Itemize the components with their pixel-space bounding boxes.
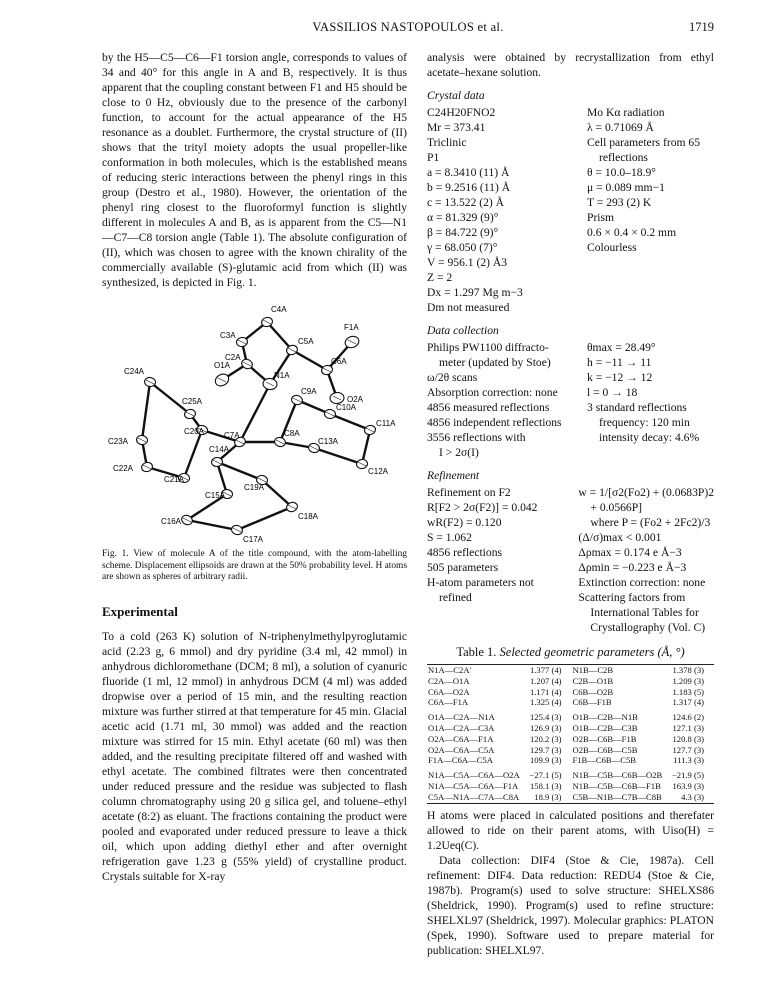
- atom-label: C8A: [284, 429, 300, 438]
- data-line: θ = 10.0–18.9°: [587, 166, 656, 179]
- atom-c24a: [124, 367, 156, 387]
- table-row: [427, 665, 714, 676]
- table-cell: 125.4 (3): [529, 712, 562, 723]
- bond: [314, 448, 362, 464]
- data-line: (Δ/σ)max < 0.001: [578, 531, 662, 544]
- atom-c18a: [285, 501, 318, 521]
- left-column: [102, 50, 407, 884]
- atom-label: C24A: [124, 367, 145, 376]
- data-line: Colourless: [587, 241, 637, 254]
- data-line: Mr = 373.41: [427, 121, 486, 134]
- table-cell: 126.9 (3): [529, 722, 562, 733]
- atom-c12a: [356, 459, 389, 476]
- table-row: [427, 734, 714, 745]
- table-cell: 1.377 (4): [529, 665, 562, 675]
- atom-label: C11A: [376, 419, 396, 428]
- atom-c21a: [164, 473, 190, 484]
- bond: [187, 520, 237, 530]
- table-prefix: Table 1.: [456, 645, 497, 659]
- crystal-data-left: [427, 105, 587, 315]
- bond: [237, 507, 292, 530]
- bond: [184, 430, 202, 478]
- data-line: T = 293 (2) K: [587, 196, 652, 209]
- intro-paragraph: by the H5—C5—C6—F1 torsion angle, corresponds to values of 34 and 40° for this angle in A and B, respectively. It is thus apparent that the coupling constant between F1 and H5 should be close to 0 Hz, obviously due to the presence of the carbonyl function, to account for the actual appearance of the H5 resonance as a doublet. Furthermore, the crystal structure of (II) shows that the trityl moiety adopts the usual propeller-like conformation in both molecules, which is the established means of reducing steric interactions between the phenyl rings in this group (Destro et al., 1980). However, the orientation of the phenyl ring closest to the fluoroformyl function is slightly different in molecules A and B, as is apparent from the C5—N1—C7—C8 torsion angle (Table 1). The absolute configuration of (II), which was chosen to agree with the known chirality of the commercially available (S)-glutamic acid from which (II) was synthesized, is depicted in Fig. 1.: [102, 51, 407, 289]
- atom-c10a: [324, 403, 357, 419]
- running-header: [102, 20, 714, 36]
- bond: [330, 414, 370, 430]
- atom-c3a: [220, 331, 248, 347]
- data-line: Cell parameters from 65: [587, 136, 700, 149]
- atom-c23a: [108, 435, 148, 446]
- data-collection-heading: Data collection: [427, 324, 499, 337]
- data-line: λ = 0.71069 Å: [587, 121, 654, 134]
- atom-label: O2A: [347, 395, 364, 404]
- refinement-heading: Refinement: [427, 469, 480, 482]
- data-line: C24H20FNO2: [427, 106, 496, 119]
- table-cell: N1A—C2A': [428, 665, 472, 675]
- data-line: frequency: 120 min: [599, 416, 690, 429]
- data-line: 3 standard reflections: [587, 401, 687, 414]
- data-line: α = 81.329 (9)°: [427, 211, 499, 224]
- table-cell: 127.7 (3): [672, 744, 704, 755]
- table-cell: C6A—F1A: [428, 697, 469, 708]
- data-line: h = −11 → 11: [587, 356, 652, 369]
- running-title: VASSILIOS NASTOPOULOS et al.: [312, 20, 504, 34]
- table-cell: O1A—C2A—N1A: [428, 712, 495, 723]
- data-line: μ = 0.089 mm−1: [587, 181, 665, 194]
- atom-label: C21A: [164, 475, 185, 484]
- data-line: 4856 reflections: [427, 546, 503, 559]
- data-line: V = 956.1 (2) Å3: [427, 256, 508, 269]
- data-line: 4856 measured reflections: [427, 401, 550, 414]
- table-cell: −21.9 (5): [671, 770, 704, 781]
- data-line: Mo Kα radiation: [587, 106, 665, 119]
- atom-label: C6A: [331, 357, 347, 366]
- atom-c4a: [261, 305, 288, 328]
- table-cell: 158.1 (3): [529, 780, 562, 791]
- table-cell: −27.1 (5): [529, 770, 562, 781]
- atom-label: C18A: [298, 512, 319, 521]
- data-line: Crystallography (Vol. C): [590, 621, 706, 634]
- bond: [240, 384, 270, 442]
- crystal-data-right: [587, 105, 714, 315]
- atom-label: C20A: [184, 427, 205, 436]
- data-collection-right: [587, 340, 714, 460]
- table-cell: O2B—C6B—F1B: [572, 733, 637, 744]
- molecule-figure: [102, 302, 407, 547]
- data-line: Triclinic: [427, 136, 467, 149]
- table-cell: 4.3 (3): [681, 791, 704, 802]
- data-line: θmax = 28.49°: [587, 341, 656, 354]
- data-line: β = 84.722 (9)°: [427, 226, 499, 239]
- table-cell: 127.1 (3): [672, 722, 704, 733]
- data-line: International Tables for: [590, 606, 699, 619]
- refinement-left: [427, 485, 578, 635]
- table-cell: N1A—C5A—C6A—F1A: [428, 780, 519, 791]
- bond: [292, 350, 327, 370]
- atom-c16a: [161, 514, 194, 527]
- table-row: [427, 697, 714, 708]
- ortep-diagram: [102, 302, 407, 547]
- atom-label: C4A: [271, 305, 287, 314]
- table-cell: F1B—C6B—C5B: [572, 755, 637, 766]
- atom-label: C19A: [244, 483, 265, 492]
- data-line: Prism: [587, 211, 615, 224]
- table-cell: C5B—N1B—C7B—C8B: [572, 791, 662, 802]
- data-line: a = 8.3410 (11) Å: [427, 166, 510, 179]
- atom-label: C9A: [301, 387, 317, 396]
- table-body: [427, 665, 714, 804]
- data-line: Philips PW1100 diffracto-: [427, 341, 549, 354]
- atom-label: C25A: [182, 397, 203, 406]
- bond: [142, 382, 150, 440]
- atom-n1a: [262, 371, 290, 390]
- data-collection-block: [427, 340, 714, 460]
- atom-label: C14A: [209, 445, 230, 454]
- table-cell: 18.9 (3): [534, 791, 562, 802]
- atom-label: O1A: [214, 361, 231, 370]
- atom-label: C10A: [336, 403, 357, 412]
- experimental-text: To a cold (263 K) solution of N-triphenylmethylpyroglutamic acid (2.23 g, 6 mmol) and dry pyridine (3.4 ml, 42 mmol) in anhydrous dichloromethane (DCM; 8 ml), a solution of cyanuric fluoride (1 ml, 12 mmol) in anhydrous DCM (4 ml) was added dropwise over a period of 15 min, and the resulting reaction mixture was further stirred at that temperature for 45 min. Glacial acetic acid (1.71 ml, 30 mmol) was added and the reaction mixture was stirred for 15 min. Ethyl acetate (60 ml) was then added, and the resulting precipitate filtered off and washed with ethyl acetate. The combined filtrates were then concentrated under reduced pressure and the residue was subjected to flash column chromatography using 20 g silica gel, and toluene–ethyl acetate (8:2) as eluant. The fractions containing the product were pooled and evaporated under reduced pressure to leave a thick oil, which upon adding diethyl ether and after overnight refrigeration gave 1.23 g (55% yield) of crystalline product. Crystals suitable for X-ray: [102, 629, 407, 883]
- atom-c22a: [113, 461, 153, 473]
- refinement-right: [578, 485, 714, 635]
- data-line: 0.6 × 0.4 × 0.2 mm: [587, 226, 677, 239]
- atom-f1a: [344, 323, 361, 350]
- crystal-data-heading: Crystal data: [427, 89, 485, 102]
- data-line: Absorption correction: none: [427, 386, 558, 399]
- table-cell: N1B—C5B—C6B—O2B: [572, 770, 663, 781]
- table-cell: O1B—C2B—N1B: [572, 712, 638, 723]
- table-cell: 1.207 (4): [529, 675, 562, 686]
- table-cell: 129.7 (3): [529, 744, 562, 755]
- data-line: meter (updated by Stoe): [439, 356, 551, 369]
- recrystallization-text: analysis were obtained by recrystallization from ethyl acetate–hexane solution.: [427, 51, 714, 79]
- atom-c17a: [231, 524, 264, 544]
- atom-label: C2A: [225, 353, 241, 362]
- table-row: [427, 676, 714, 687]
- table-row: [427, 723, 714, 734]
- atom-label: C7A: [224, 431, 240, 440]
- table-cell: 1.317 (4): [672, 697, 704, 708]
- data-line: Extinction correction: none: [578, 576, 706, 589]
- atom-c11a: [364, 419, 397, 436]
- atom-c25a: [182, 397, 203, 420]
- data-line: Z = 2: [427, 271, 453, 284]
- atom-label: C17A: [243, 535, 264, 544]
- table-cell: N1B—C2B: [572, 665, 614, 675]
- refinement-block: [427, 485, 714, 635]
- page-number: 1719: [689, 20, 714, 34]
- bond: [362, 430, 370, 464]
- right-column: [427, 50, 714, 958]
- data-line: 3556 reflections with: [427, 431, 526, 444]
- table-cell: 120.8 (3): [672, 733, 704, 744]
- table-cell: O2A—C6A—C5A: [428, 744, 495, 755]
- table-cell: 1.325 (4): [529, 697, 562, 708]
- atom-label: C22A: [113, 464, 134, 473]
- table-cell: 1.171 (4): [529, 686, 562, 697]
- data-line: k = −12 → 12: [587, 371, 653, 384]
- h-atoms-text: H atoms were placed in calculated positions and therefater allowed to ride on their parent atoms, with Uiso(H) = 1.2Ueq(C).: [427, 808, 714, 852]
- table-title: [427, 645, 714, 660]
- data-line: Δρmax = 0.174 e Å−3: [578, 546, 682, 559]
- table-cell: N1A—C5A—C6A—O2A: [428, 770, 520, 781]
- table-row: [427, 792, 714, 803]
- table-row: [427, 781, 714, 792]
- data-line: b = 9.2516 (11) Å: [427, 181, 511, 194]
- table-row: [427, 755, 714, 766]
- data-line: where P = (Fo2 + 2Fc2)/3: [590, 516, 711, 529]
- data-line: wR(F2) = 0.120: [427, 516, 502, 529]
- data-line: Refinement on F2: [427, 486, 511, 499]
- table-row: [427, 687, 714, 698]
- atom-c6a: [321, 357, 348, 376]
- data-line: l = 0 → 18: [587, 386, 638, 399]
- data-line: I > 2σ(I): [439, 446, 479, 459]
- atom-c20a: [184, 425, 208, 436]
- table-cell: 1.378 (3): [672, 665, 704, 675]
- table-cell: C2A—O1A: [428, 675, 470, 686]
- data-line: Δρmin = −0.223 e Å−3: [578, 561, 687, 574]
- data-collection-left: [427, 340, 587, 460]
- atom-label: C23A: [108, 437, 129, 446]
- table-caption: Selected geometric parameters (Å, °): [499, 645, 685, 659]
- table-cell: 1.209 (3): [672, 675, 704, 686]
- geometric-parameters-table: [427, 664, 714, 804]
- table-cell: N1B—C5B—C6B—F1B: [572, 780, 661, 791]
- atom-label: C13A: [318, 437, 339, 446]
- data-line: Dx = 1.297 Mg m−3: [427, 286, 523, 299]
- atom-label: N1A: [274, 371, 290, 380]
- table-cell: C5A—N1A—C7A—C8A: [428, 791, 520, 802]
- table-cell: 1.183 (5): [672, 686, 704, 697]
- table-cell: O1B—C2B—C3B: [572, 722, 638, 733]
- table-row: [427, 708, 714, 723]
- atom-c14a: [209, 445, 230, 467]
- atom-label: C3A: [220, 331, 236, 340]
- table-row: [427, 766, 714, 781]
- experimental-heading: Experimental: [102, 603, 178, 619]
- table-cell: C2B—O1B: [572, 675, 614, 686]
- atom-label: F1A: [344, 323, 359, 332]
- data-line: Dm not measured: [427, 301, 510, 314]
- data-line: γ = 68.050 (7)°: [427, 241, 498, 254]
- data-line: R[F2 > 2σ(F2)] = 0.042: [427, 501, 538, 514]
- data-line: Scattering factors from: [578, 591, 686, 604]
- table-row: [427, 745, 714, 756]
- table-cell: 163.9 (3): [672, 780, 704, 791]
- bond: [262, 480, 292, 507]
- data-line: P1: [427, 151, 440, 164]
- atom-label: C12A: [368, 467, 389, 476]
- data-line: 4856 independent reflections: [427, 416, 562, 429]
- crystal-data-block: [427, 105, 714, 315]
- atom-c15a: [205, 489, 233, 500]
- atom-label: C16A: [161, 517, 182, 526]
- data-line: w = 1/[σ2(Fo2) + (0.0683P)2: [578, 486, 714, 499]
- data-line: c = 13.522 (2) Å: [427, 196, 505, 209]
- software-text: Data collection: DIF4 (Stoe & Cie, 1987a). Cell refinement: DIF4. Data reduction: REDU4 (Stoe & Cie, 1987b). Program(s) used to solve structure: SHELXS86 (Sheldrick, 1990). Program(s) used to refine structure: SHELXL97 (Sheldrick, 1997). Molecular graphics: PLATON (Spek, 1990). Software used to prepare material for publication: SHELXL97.: [427, 853, 714, 957]
- data-line: S = 1.062: [427, 531, 472, 544]
- figure-caption: Fig. 1. View of molecule A of the title compound, with the atom-labelling scheme. Displacement ellipsoids are drawn at the 50% probability level. H atoms are shown as spheres of arbitrary radii.: [102, 549, 407, 582]
- data-line: ω/2θ scans: [427, 371, 478, 384]
- table-cell: C6B—O2B: [572, 686, 614, 697]
- atom-label: C5A: [298, 337, 314, 346]
- bond: [267, 322, 292, 350]
- data-line: intensity decay: 4.6%: [599, 431, 700, 444]
- table-cell: O2A—C6A—F1A: [428, 733, 494, 744]
- data-line: + 0.0566P]: [590, 501, 643, 514]
- table-cell: O2B—C6B—C5B: [572, 744, 638, 755]
- table-cell: 111.3 (3): [673, 755, 704, 766]
- table-cell: C6B—F1B: [572, 697, 612, 708]
- table-cell: C6A—O2A: [428, 686, 470, 697]
- table-cell: 109.9 (3): [529, 755, 562, 766]
- table-cell: 120.2 (3): [529, 733, 562, 744]
- table-cell: 124.6 (2): [672, 712, 704, 723]
- data-line: reflections: [599, 151, 648, 164]
- table-cell: O1A—C2A—C3A: [428, 722, 495, 733]
- data-line: refined: [439, 591, 472, 604]
- bond: [217, 462, 262, 480]
- table-cell: F1A—C6A—C5A: [428, 755, 493, 766]
- data-line: H-atom parameters not: [427, 576, 534, 589]
- data-line: 505 parameters: [427, 561, 499, 574]
- atom-label: C15A: [205, 491, 226, 500]
